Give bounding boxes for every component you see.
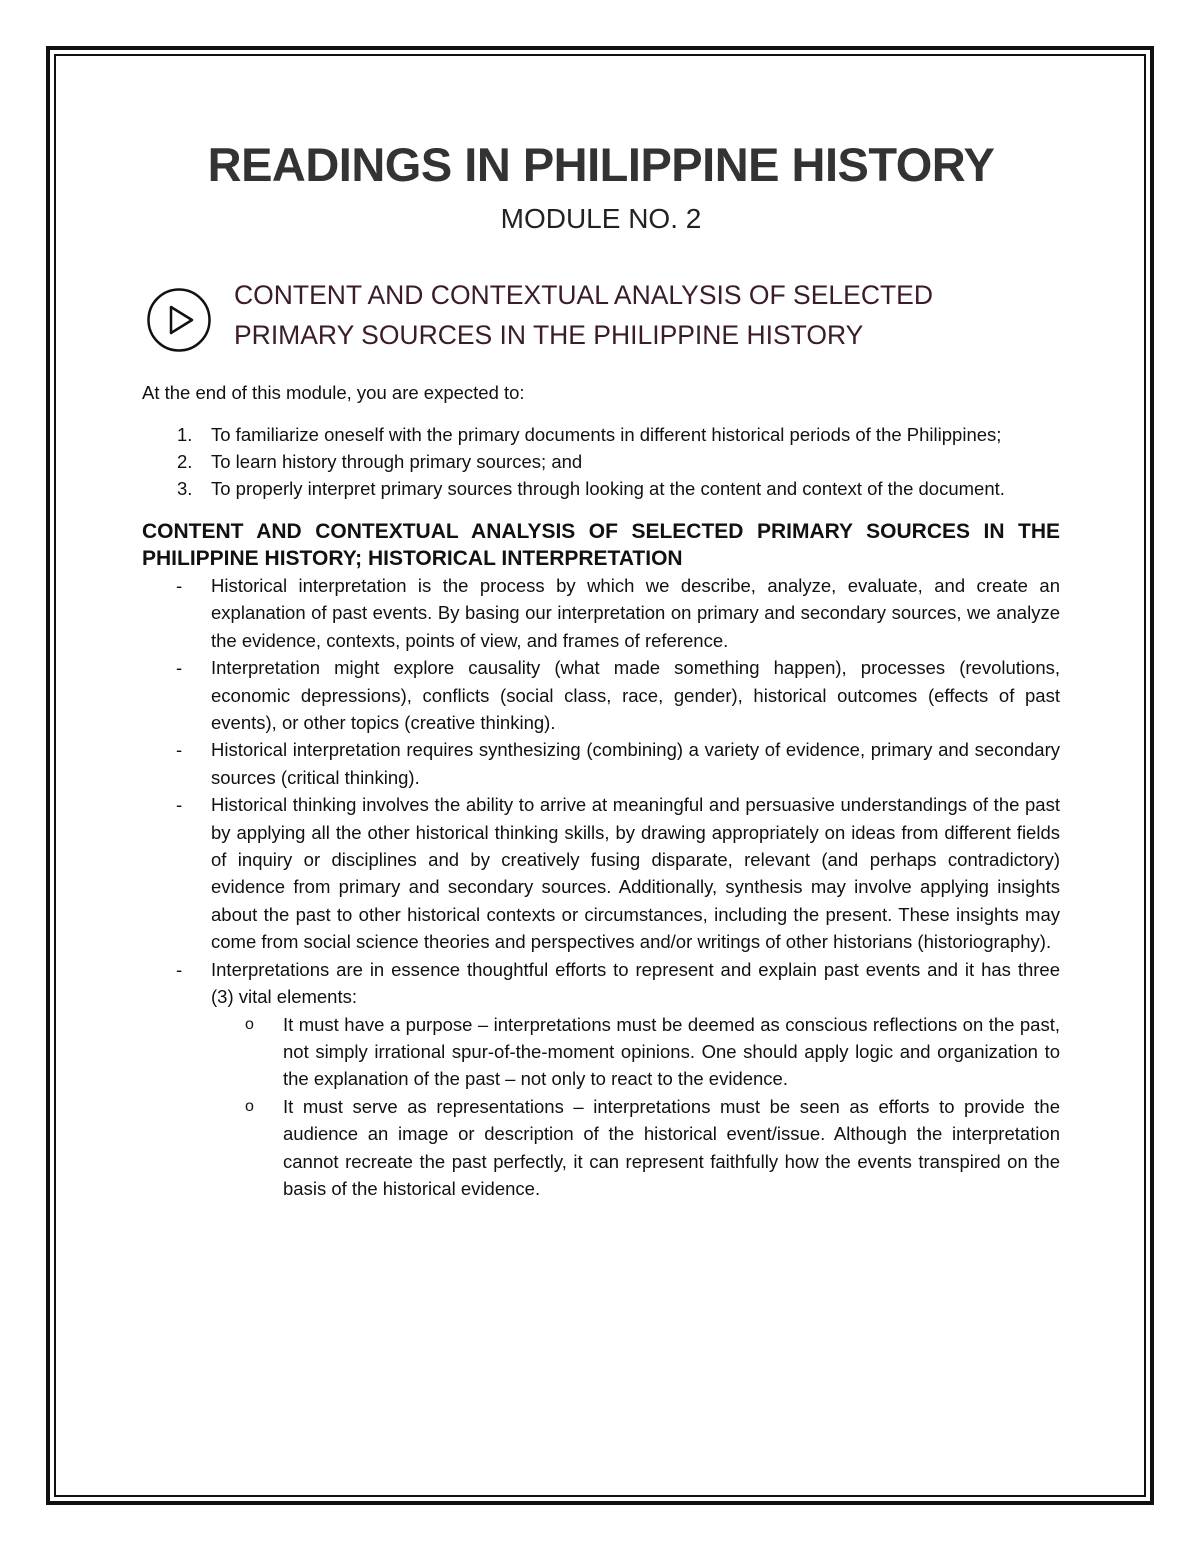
- section-title: [234, 275, 1064, 355]
- bullet-item: [142, 791, 1060, 955]
- objective-item: [142, 448, 1060, 475]
- objective-number: 2.: [177, 451, 193, 472]
- dash-marker: -: [176, 958, 183, 980]
- objective-text: To learn history through primary sources; and: [211, 451, 583, 472]
- play-circle-icon: [146, 287, 212, 353]
- bullet-text: Historical interpretation requires synthesizing (combining) a variety of evidence, primary and secondary sources (critical thinking).: [211, 739, 1060, 788]
- sub-bullet-text: It must serve as representations – interpretations must be seen as efforts to provide the audience an image or description of the historical event/issue. Although the interpretation cannot recreate the past perfectly, it can represent faithfully how the events transpired on the basis of the historical evidence.: [283, 1095, 1060, 1199]
- dash-marker: -: [176, 794, 183, 816]
- sub-bullet-item: [211, 1093, 1060, 1203]
- objectives-intro: At the end of this module, you are expected to:: [142, 382, 525, 403]
- bullet-text: Historical thinking involves the ability to arrive at meaningful and persuasive understandings of the past by applying all the other historical thinking skills, by drawing appropriately on ideas from different fields of inquiry or disciplines and by creatively fusing disparate, relevant (and perhaps contradictory) evidence from primary and secondary sources. Additionally, synthesis may involve applying insights about the past to other historical contexts or circumstances, including the present. These insights may come from social science theories and perspectives and/or writings of other historians (historiography).: [211, 794, 1060, 953]
- document-content: [142, 135, 1060, 1202]
- sub-bullet-text: It must have a purpose – interpretations must be deemed as conscious reflections on the past, not simply irrational spur-of-the-moment opinions. One should apply logic and organization to the explanation of the past – not only to react to the evidence.: [283, 1013, 1060, 1090]
- bullet-item: [142, 654, 1060, 736]
- interpretation-bullets: [142, 572, 1060, 1202]
- sub-bullet-item: [211, 1011, 1060, 1093]
- bullet-text: Historical interpretation is the process by which we describe, analyze, evaluate, and create an explanation of past events. By basing our interpretation on primary and secondary sources, we analyze the evidence, contexts, points of view, and frames of reference.: [211, 575, 1060, 651]
- bullet-text: Interpretation might explore causality (what made something happen), processes (revolutions, economic depressions), conflicts (social class, race, gender), historical outcomes (effects of past events), or other topics (creative thinking).: [211, 657, 1060, 734]
- section-header: [142, 275, 1060, 357]
- module-number: MODULE NO. 2: [500, 203, 702, 234]
- objective-text: To familiarize oneself with the primary documents in different historical periods of the Philippines;: [211, 424, 1002, 445]
- objectives-list: [142, 421, 1060, 502]
- circle-marker: o: [245, 1097, 254, 1115]
- page-title: READINGS IN PHILIPPINE HISTORY: [207, 138, 995, 191]
- bullet-item: [142, 572, 1060, 654]
- objective-number: 1.: [177, 424, 193, 445]
- objective-item: [142, 475, 1060, 502]
- objective-number: 3.: [177, 478, 193, 499]
- circle-marker: o: [245, 1015, 254, 1033]
- dash-marker: -: [176, 575, 183, 596]
- dash-marker: -: [176, 657, 183, 679]
- objective-item: [142, 421, 1060, 448]
- bullet-item: [142, 736, 1060, 791]
- objective-text: To properly interpret primary sources through looking at the content and context of the document.: [211, 478, 1005, 499]
- vital-elements-list: [211, 1011, 1060, 1203]
- bullet-text: Interpretations are in essence thoughtful efforts to represent and explain past events and it has three (3) vital elements:: [211, 958, 1060, 1008]
- section-title-line-2: PRIMARY SOURCES IN THE PHILIPPINE HISTORY: [234, 320, 864, 350]
- dash-marker: -: [176, 739, 183, 761]
- body-heading: CONTENT AND CONTEXTUAL ANALYSIS OF SELECTED PRIMARY SOURCES IN THE PHILIPPINE HISTORY; HISTORICAL INTERPRETATION: [142, 520, 1060, 570]
- section-title-line-1: CONTENT AND CONTEXTUAL ANALYSIS OF SELECTED: [234, 280, 933, 310]
- bullet-item: [142, 956, 1060, 1203]
